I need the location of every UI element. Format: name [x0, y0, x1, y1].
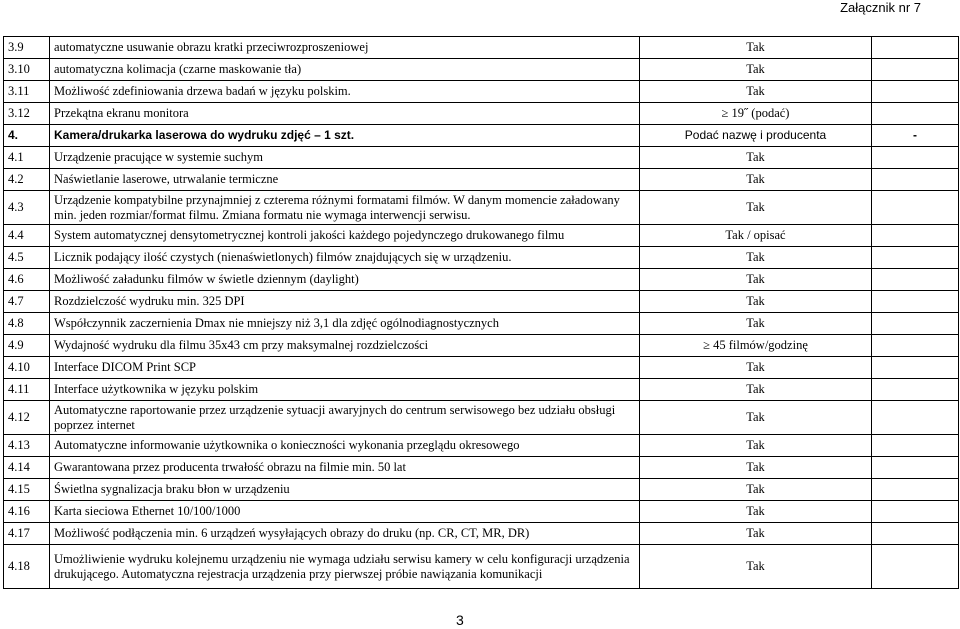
cell-val: Tak: [640, 523, 872, 545]
cell-desc: Rozdzielczość wydruku min. 325 DPI: [50, 291, 640, 313]
cell-val: ≥ 45 filmów/godzinę: [640, 335, 872, 357]
cell-num: 4.11: [4, 379, 50, 401]
cell-desc: Automatyczne raportowanie przez urządzenie sytuacji awaryjnych do centrum serwisowego bez udziału obsługi poprzez internet: [50, 401, 640, 435]
cell-desc: Współczynnik zaczernienia Dmax nie mniejszy niż 3,1 dla zdjęć ogólnodiagnostycznych: [50, 313, 640, 335]
cell-val: Tak: [640, 269, 872, 291]
cell-num: 4.18: [4, 545, 50, 589]
cell-desc: Interface użytkownika w języku polskim: [50, 379, 640, 401]
table-row: [4, 59, 959, 81]
cell-val: Tak: [640, 291, 872, 313]
cell-desc: Gwarantowana przez producenta trwałość obrazu na filmie min. 50 lat: [50, 457, 640, 479]
table-row: [4, 81, 959, 103]
cell-val: Tak: [640, 169, 872, 191]
cell-val: Tak: [640, 435, 872, 457]
cell-num: 4.10: [4, 357, 50, 379]
cell-extra: [872, 37, 959, 59]
table-row: [4, 313, 959, 335]
cell-val: Tak: [640, 401, 872, 435]
cell-extra: [872, 191, 959, 225]
cell-val: Tak: [640, 379, 872, 401]
cell-extra: [872, 401, 959, 435]
table-row: [4, 269, 959, 291]
table-row: [4, 479, 959, 501]
table-row: [4, 247, 959, 269]
cell-val: Tak: [640, 147, 872, 169]
cell-desc: automatyczne usuwanie obrazu kratki przeciwrozproszeniowej: [50, 37, 640, 59]
cell-extra: [872, 81, 959, 103]
table-row: [4, 335, 959, 357]
cell-extra: [872, 357, 959, 379]
cell-desc: Karta sieciowa Ethernet 10/100/1000: [50, 501, 640, 523]
cell-desc: Możliwość załadunku filmów w świetle dziennym (daylight): [50, 269, 640, 291]
table-row: [4, 169, 959, 191]
cell-val: Tak: [640, 313, 872, 335]
cell-val: Tak: [640, 37, 872, 59]
cell-num: 4.7: [4, 291, 50, 313]
page-number: 3: [456, 612, 464, 628]
cell-desc: Wydajność wydruku dla filmu 35x43 cm przy maksymalnej rozdzielczości: [50, 335, 640, 357]
cell-num: 3.12: [4, 103, 50, 125]
cell-extra: [872, 103, 959, 125]
cell-num: 4.9: [4, 335, 50, 357]
cell-desc: automatyczna kolimacja (czarne maskowanie tła): [50, 59, 640, 81]
table-row: [4, 103, 959, 125]
cell-desc: Umożliwienie wydruku kolejnemu urządzeniu nie wymaga udziału serwisu kamery w celu konfiguracji urządzenia drukującego. Automatyczna rejestracja urządzenia przy pierwszej próbie nawiązania komunikacji: [50, 545, 640, 589]
cell-num: 3.9: [4, 37, 50, 59]
cell-desc: Świetlna sygnalizacja braku błon w urządzeniu: [50, 479, 640, 501]
table-row: [4, 435, 959, 457]
cell-num: 4.6: [4, 269, 50, 291]
table-row: [4, 545, 959, 589]
cell-val: Tak: [640, 479, 872, 501]
cell-desc: Możliwość podłączenia min. 6 urządzeń wysyłających obrazy do druku (np. CR, CT, MR, DR): [50, 523, 640, 545]
cell-desc: Naświetlanie laserowe, utrwalanie termiczne: [50, 169, 640, 191]
table-row: [4, 291, 959, 313]
table-row: [4, 401, 959, 435]
cell-extra: [872, 335, 959, 357]
cell-extra: [872, 59, 959, 81]
table-row: [4, 379, 959, 401]
cell-num: 3.10: [4, 59, 50, 81]
table-row: [4, 457, 959, 479]
cell-desc: Licznik podający ilość czystych (nienaświetlonych) filmów znajdujących się w urządzeniu.: [50, 247, 640, 269]
table-row: [4, 501, 959, 523]
cell-num: 4.12: [4, 401, 50, 435]
table-row: [4, 225, 959, 247]
table-row: [4, 523, 959, 545]
cell-num: 4.2: [4, 169, 50, 191]
cell-extra: [872, 225, 959, 247]
table-row: [4, 125, 959, 147]
cell-desc: Automatyczne informowanie użytkownika o konieczności wykonania przeglądu okresowego: [50, 435, 640, 457]
cell-extra: [872, 501, 959, 523]
cell-extra: [872, 269, 959, 291]
cell-num: 4.5: [4, 247, 50, 269]
cell-num: 3.11: [4, 81, 50, 103]
cell-num: 4.3: [4, 191, 50, 225]
cell-val: Tak: [640, 501, 872, 523]
attachment-label: Załącznik nr 7: [840, 0, 921, 15]
cell-extra: -: [872, 125, 959, 147]
cell-val: Tak: [640, 457, 872, 479]
table-row: [4, 357, 959, 379]
table-row: [4, 37, 959, 59]
cell-extra: [872, 457, 959, 479]
cell-extra: [872, 313, 959, 335]
cell-desc: Kamera/drukarka laserowa do wydruku zdjęć – 1 szt.: [50, 125, 640, 147]
cell-num: 4.8: [4, 313, 50, 335]
cell-desc: Możliwość zdefiniowania drzewa badań w języku polskim.: [50, 81, 640, 103]
cell-desc: Urządzenie pracujące w systemie suchym: [50, 147, 640, 169]
cell-num: 4.14: [4, 457, 50, 479]
cell-val: Tak: [640, 357, 872, 379]
cell-extra: [872, 479, 959, 501]
cell-val: Tak: [640, 247, 872, 269]
cell-extra: [872, 169, 959, 191]
cell-extra: [872, 247, 959, 269]
cell-val: Tak: [640, 545, 872, 589]
cell-num: 4.17: [4, 523, 50, 545]
cell-desc: Urządzenie kompatybilne przynajmniej z czterema różnymi formatami filmów. W danym momencie załadowany min. jeden rozmiar/format filmu. Zmiana formatu nie wymaga interwencji serwisu.: [50, 191, 640, 225]
cell-num: 4.16: [4, 501, 50, 523]
cell-extra: [872, 435, 959, 457]
cell-desc: Przekątna ekranu monitora: [50, 103, 640, 125]
cell-num: 4.: [4, 125, 50, 147]
specification-table: [3, 36, 959, 589]
cell-num: 4.15: [4, 479, 50, 501]
table-row: [4, 147, 959, 169]
cell-val: ≥ 19˝ (podać): [640, 103, 872, 125]
cell-extra: [872, 523, 959, 545]
cell-extra: [872, 291, 959, 313]
cell-val: Tak / opisać: [640, 225, 872, 247]
cell-extra: [872, 147, 959, 169]
cell-num: 4.4: [4, 225, 50, 247]
cell-val: Podać nazwę i producenta: [640, 125, 872, 147]
table-row: [4, 191, 959, 225]
cell-val: Tak: [640, 191, 872, 225]
cell-val: Tak: [640, 59, 872, 81]
cell-num: 4.13: [4, 435, 50, 457]
cell-extra: [872, 545, 959, 589]
cell-extra: [872, 379, 959, 401]
cell-val: Tak: [640, 81, 872, 103]
cell-desc: Interface DICOM Print SCP: [50, 357, 640, 379]
cell-num: 4.1: [4, 147, 50, 169]
cell-desc: System automatycznej densytometrycznej kontroli jakości każdego pojedynczego drukowanego filmu: [50, 225, 640, 247]
